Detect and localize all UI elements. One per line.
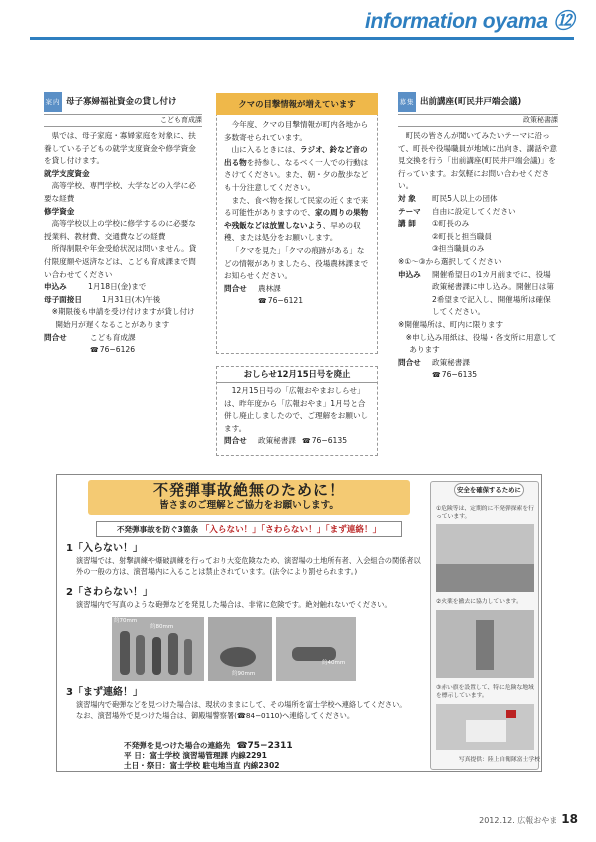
contact-row: 土日・祭日：富士学校 駐屯地当直 内線2302: [124, 761, 280, 770]
speaker-label: 講 師: [398, 219, 416, 229]
ordnance-photo: [276, 617, 356, 681]
rule-text: なお、演習場外で見つけた場合は、御殿場警察署(☎84−0110)へ連絡してください。: [76, 711, 355, 720]
size-label: 約90mm: [232, 671, 256, 677]
contact-label: 問合せ: [224, 436, 247, 446]
safety-side-heading: 安全を確保するために: [454, 483, 524, 497]
rule-heading: 1「入らない！」: [66, 543, 143, 554]
apply-value: 1月18日(金)まで: [88, 282, 147, 292]
header-rule: [30, 37, 574, 40]
article-title: 出前講座(町民井戸端会議): [420, 97, 522, 107]
interview-value: 1月31日(木)午後: [102, 294, 161, 304]
contact-value: 政策秘書課: [432, 357, 470, 367]
apply-label: 申込み: [44, 282, 67, 292]
safety-photo: [436, 610, 534, 678]
contact-label: 問合せ: [224, 283, 247, 293]
note: ※①〜③から選択してください: [398, 256, 502, 266]
rule-heading: 2「さわらない！」: [66, 587, 153, 598]
phone-number: ☎ 76−6121: [258, 296, 303, 305]
right-article: [398, 92, 558, 382]
left-article: [44, 92, 202, 357]
paragraph-text: また、食べ物を探して民家の近くまで来る可能性がありますので、: [224, 195, 369, 218]
safety-photo: [436, 524, 534, 592]
page-header-title: information oyama ⑫: [365, 10, 574, 33]
article-tag: 案内: [44, 92, 62, 112]
section-heading: 就学支度資金: [44, 168, 90, 178]
note: ※期限後も申請を受け付けますが貸し付け開始月が遅くなることがあります: [51, 307, 195, 329]
section-heading: 修学資金: [44, 206, 75, 216]
divider: [398, 126, 558, 127]
contact-title: 不発弾を見つけた場合の連絡先: [124, 741, 231, 750]
patrol-photo-icon: [436, 524, 534, 592]
rule-3: [66, 686, 422, 721]
rule-text: 演習場内で写真のような砲弾などを発見した場合は、非常に危険です。絶対触れないでください。: [76, 600, 392, 609]
issue-label: 2012.12. 広報おやま: [479, 816, 558, 825]
contact-value: 政策秘書課: [258, 436, 296, 446]
three-rules-label: 不発弾事故を防ぐ3箇条: [116, 525, 199, 534]
phone-number: ☎ 76−6135: [302, 435, 347, 448]
rule-text: 演習場内で砲弾などを見つけた場合は、現状のままにして、その場所を富士学校へ連絡してください。: [76, 700, 407, 709]
interview-label: 母子面接日: [44, 294, 82, 304]
note: ※開催場所は、町内に限ります: [398, 319, 504, 329]
size-label: 約40mm: [322, 660, 346, 666]
contact-value: こども育成課: [90, 332, 136, 342]
speaker-option: ③担当職員のみ: [432, 244, 485, 254]
section-text: 所得制限や年金受給状況は問いません。貸付限度額や返済などは、こども育成課まで問い合わせてください: [44, 244, 197, 279]
newsletter-notice-title: おしらせ12月15日号を廃止: [216, 366, 378, 383]
contact-value: 農林課: [258, 283, 281, 293]
safety-caption: ②火薬を撤去に協力しています。: [436, 599, 522, 605]
contact-label: 問合せ: [44, 332, 67, 342]
section-text: 高等学校以上の学校に修学するのに必要な授業料、教材費、交通費などの経費: [44, 219, 196, 241]
target-label: 対 象: [398, 193, 416, 203]
paragraph: 12月15日号の「広報おやまおしらせ」は、昨年度から「広報おやま」1月号と合併し廃止しましたので、ご理解をお願いします。: [224, 386, 369, 433]
flag-sign-icon: [436, 704, 534, 750]
paragraph-text: を持参し、なるべく一人での行動はさけてください。また、朝・夕の散歩なども十分注意してください。: [224, 157, 369, 192]
phone-number: ☎ 76−6126: [90, 345, 135, 354]
note: ※申し込み用紙は、役場・各支所に用意してあります: [405, 332, 557, 355]
article-intro: 県では、母子家庭・寡婦家庭を対象に、扶養している子どもの就学支度資金や修学資金を貸し付けます。: [44, 131, 196, 166]
apply-label: 申込み: [398, 269, 421, 279]
article-dept: 政策秘書課: [523, 116, 558, 124]
paragraph: 「クマを見た」「クマの痕跡がある」などの情報がありましたら、役場農林課までお知らせください。: [224, 245, 369, 281]
contact-phone: ☎75−2311: [236, 741, 293, 751]
ordnance-contact: [124, 741, 354, 771]
rule-2: [66, 586, 422, 610]
article-title: 母子寡婦福祉資金の貸し付け: [66, 97, 177, 107]
rule-text: 演習場では、射撃訓練や爆破訓練を行っており大変危険なため、演習場の土地所有者、入会組合の関係者以外の一般の方は、演習場内に入ることは禁止されています。(法令により罰せられます。): [76, 556, 421, 576]
theme-value: 自由に設定してください: [432, 206, 516, 216]
newsletter-notice-body: [224, 385, 372, 448]
safety-photo: [436, 704, 534, 750]
ordnance-banner-title: 不発弾事故絶無のために！: [152, 481, 345, 499]
article-tag: 募集: [398, 92, 416, 112]
removal-photo-icon: [436, 610, 534, 678]
paragraph: 今年度、クマの目撃情報が町内各地から多数寄せられています。: [224, 120, 369, 142]
target-value: 町民5人以上の団体: [432, 193, 498, 203]
paragraph-text: 山に入るときには、: [231, 145, 300, 155]
contact-label: 問合せ: [398, 357, 421, 367]
photo-credit: 写真提供：陸上自衛隊富士学校: [458, 757, 540, 763]
paragraph-text: 、早めの収穫、または処分をお願いします。: [224, 220, 361, 243]
contact-row: 平 日：富士学校 演習場管理課 内線2291: [124, 751, 267, 760]
rule-1: [66, 542, 422, 577]
theme-label: テーマ: [398, 206, 421, 216]
safety-caption: ①危険等は、定期的に不発弾探索を行っています。: [436, 506, 534, 520]
three-rules-items: 「入らない！」「さわらない！」「まず連絡！」: [200, 525, 382, 535]
phone-number: ☎ 76−6135: [432, 370, 477, 379]
speaker-option: ②町長と担当職員: [432, 231, 492, 241]
emphasis: 家の周りの果物や残飯などは放置しないよう: [224, 208, 369, 230]
article-intro: 町民の皆さんが聞いてみたいテーマに沿って、町長や役場職員が地域に出向き、講話や意見交換を行う「出前講座(町民井戸端会議)」を行っています。お気軽にお問い合わせください。: [398, 131, 558, 191]
page-footer: [479, 812, 578, 828]
apply-value: 開催希望日の1カ月前までに、役場政策秘書課に申し込み。開催日は第2希望まで記入し、開催場所は確保してください。: [432, 269, 554, 317]
emphasis: ラジオ、鈴など音の出る物: [224, 145, 368, 167]
three-rules: [96, 521, 402, 537]
size-label: 約70mm: [114, 618, 138, 624]
shell-icon: [276, 617, 356, 681]
section-text: 高等学校、専門学校、大学などの入学に必要な経費: [44, 181, 196, 203]
size-label: 約80mm: [150, 624, 174, 630]
article-dept: こども育成課: [160, 116, 202, 124]
divider: [44, 126, 202, 127]
bear-notice-title: クマの目撃情報が増えています: [216, 93, 378, 115]
bear-notice-body: [224, 119, 372, 308]
rule-heading: 3「まず連絡！」: [66, 687, 143, 698]
ordnance-banner-subtitle: 皆さまのご理解とご協力をお願いします。: [159, 500, 339, 511]
safety-caption: ③赤い旗を設置して、特に危険な地域を標示しています。: [436, 685, 534, 699]
page-number: 18: [561, 812, 578, 826]
speaker-option: ①町長のみ: [432, 219, 470, 229]
